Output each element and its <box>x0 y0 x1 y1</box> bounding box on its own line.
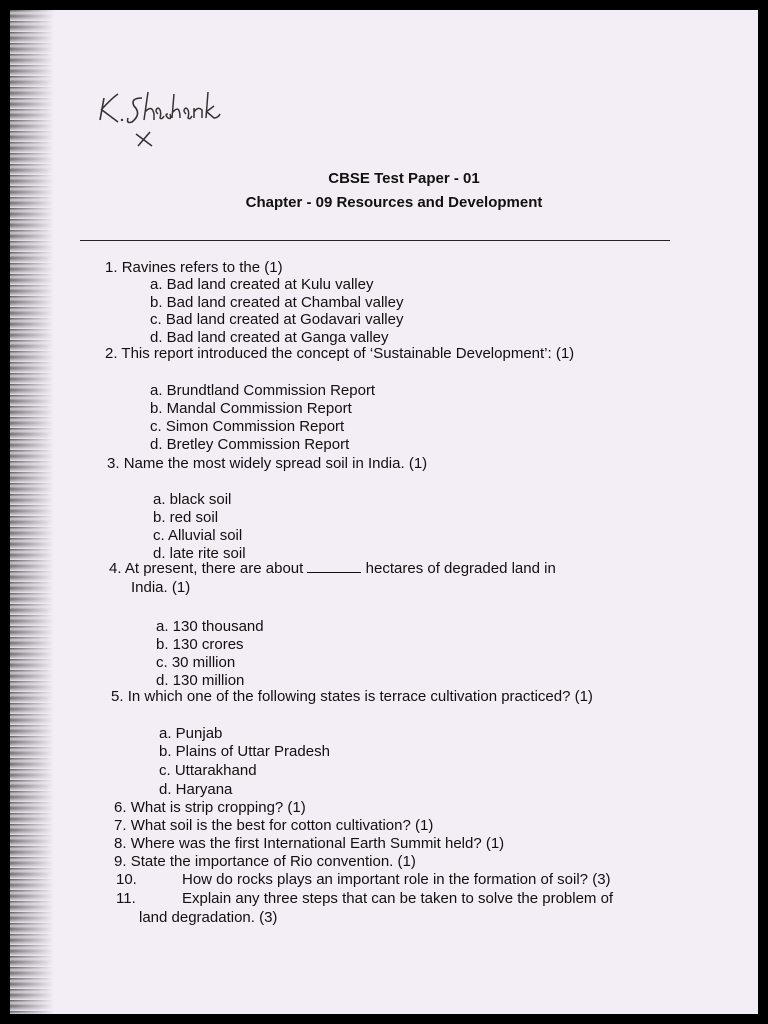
question-3-option-c: c. Alluvial soil <box>153 527 243 544</box>
question-11: Explain any three steps that can be taken to solve the problem of <box>182 890 614 907</box>
question-3-option-d: d. late rite soil <box>153 545 246 562</box>
question-3: 3. Name the most widely spread soil in India. (1) <box>107 455 428 472</box>
question-7: 7. What soil is the best for cotton cultivation? (1) <box>114 817 434 834</box>
question-1: 1. Ravines refers to the (1) <box>105 259 283 276</box>
question-1-option-c: c. Bad land created at Godavari valley <box>150 311 404 328</box>
header-divider <box>80 240 670 241</box>
question-2-option-d: d. Bretley Commission Report <box>150 436 350 453</box>
question-11-line-2: land degradation. (3) <box>139 909 278 926</box>
scanned-page <box>10 10 758 1014</box>
question-5-option-b: b. Plains of Uttar Pradesh <box>159 743 330 760</box>
paper-title: CBSE Test Paper - 01 <box>328 170 480 187</box>
question-6: 6. What is strip cropping? (1) <box>114 799 306 816</box>
question-11-number: 11. <box>116 890 136 907</box>
chapter-title: Chapter - 09 Resources and Development <box>245 194 543 211</box>
question-3-option-b: b. red soil <box>153 509 219 526</box>
question-4-option-a: a. 130 thousand <box>156 618 264 635</box>
question-4-option-c: c. 30 million <box>156 654 236 671</box>
question-2-option-c: c. Simon Commission Report <box>150 418 345 435</box>
question-1-option-a: a. Bad land created at Kulu valley <box>150 276 374 293</box>
question-2-option-a: a. Brundtland Commission Report <box>150 382 376 399</box>
question-10: How do rocks plays an important role in the formation of soil? (3) <box>182 871 611 888</box>
question-4: 4. At present, there are about hectares of degraded land in <box>109 560 556 577</box>
question-3-option-a: a. black soil <box>153 491 232 508</box>
question-5-option-c: c. Uttarakhand <box>159 762 257 779</box>
question-5: 5. In which one of the following states is terrace cultivation practiced? (1) <box>111 688 593 705</box>
question-5-option-a: a. Punjab <box>159 725 223 742</box>
question-2-option-b: b. Mandal Commission Report <box>150 400 352 417</box>
question-4-option-b: b. 130 crores <box>156 636 244 653</box>
scan-edge-shadow <box>10 10 54 1014</box>
question-8: 8. Where was the first International Earth Summit held? (1) <box>114 835 505 852</box>
question-5-option-d: d. Haryana <box>159 781 233 798</box>
question-9: 9. State the importance of Rio convention. (1) <box>114 853 416 870</box>
question-1-option-d: d. Bad land created at Ganga valley <box>150 329 389 346</box>
question-1-option-b: b. Bad land created at Chambal valley <box>150 294 404 311</box>
question-4-option-d: d. 130 million <box>156 672 245 689</box>
fill-in-blank <box>307 560 361 573</box>
question-2: 2. This report introduced the concept of ‘Sustainable Development’: (1) <box>105 345 575 362</box>
handwritten-name-signature <box>90 84 260 154</box>
question-4-line-2: India. (1) <box>131 579 191 596</box>
question-10-number: 10. <box>116 871 137 888</box>
